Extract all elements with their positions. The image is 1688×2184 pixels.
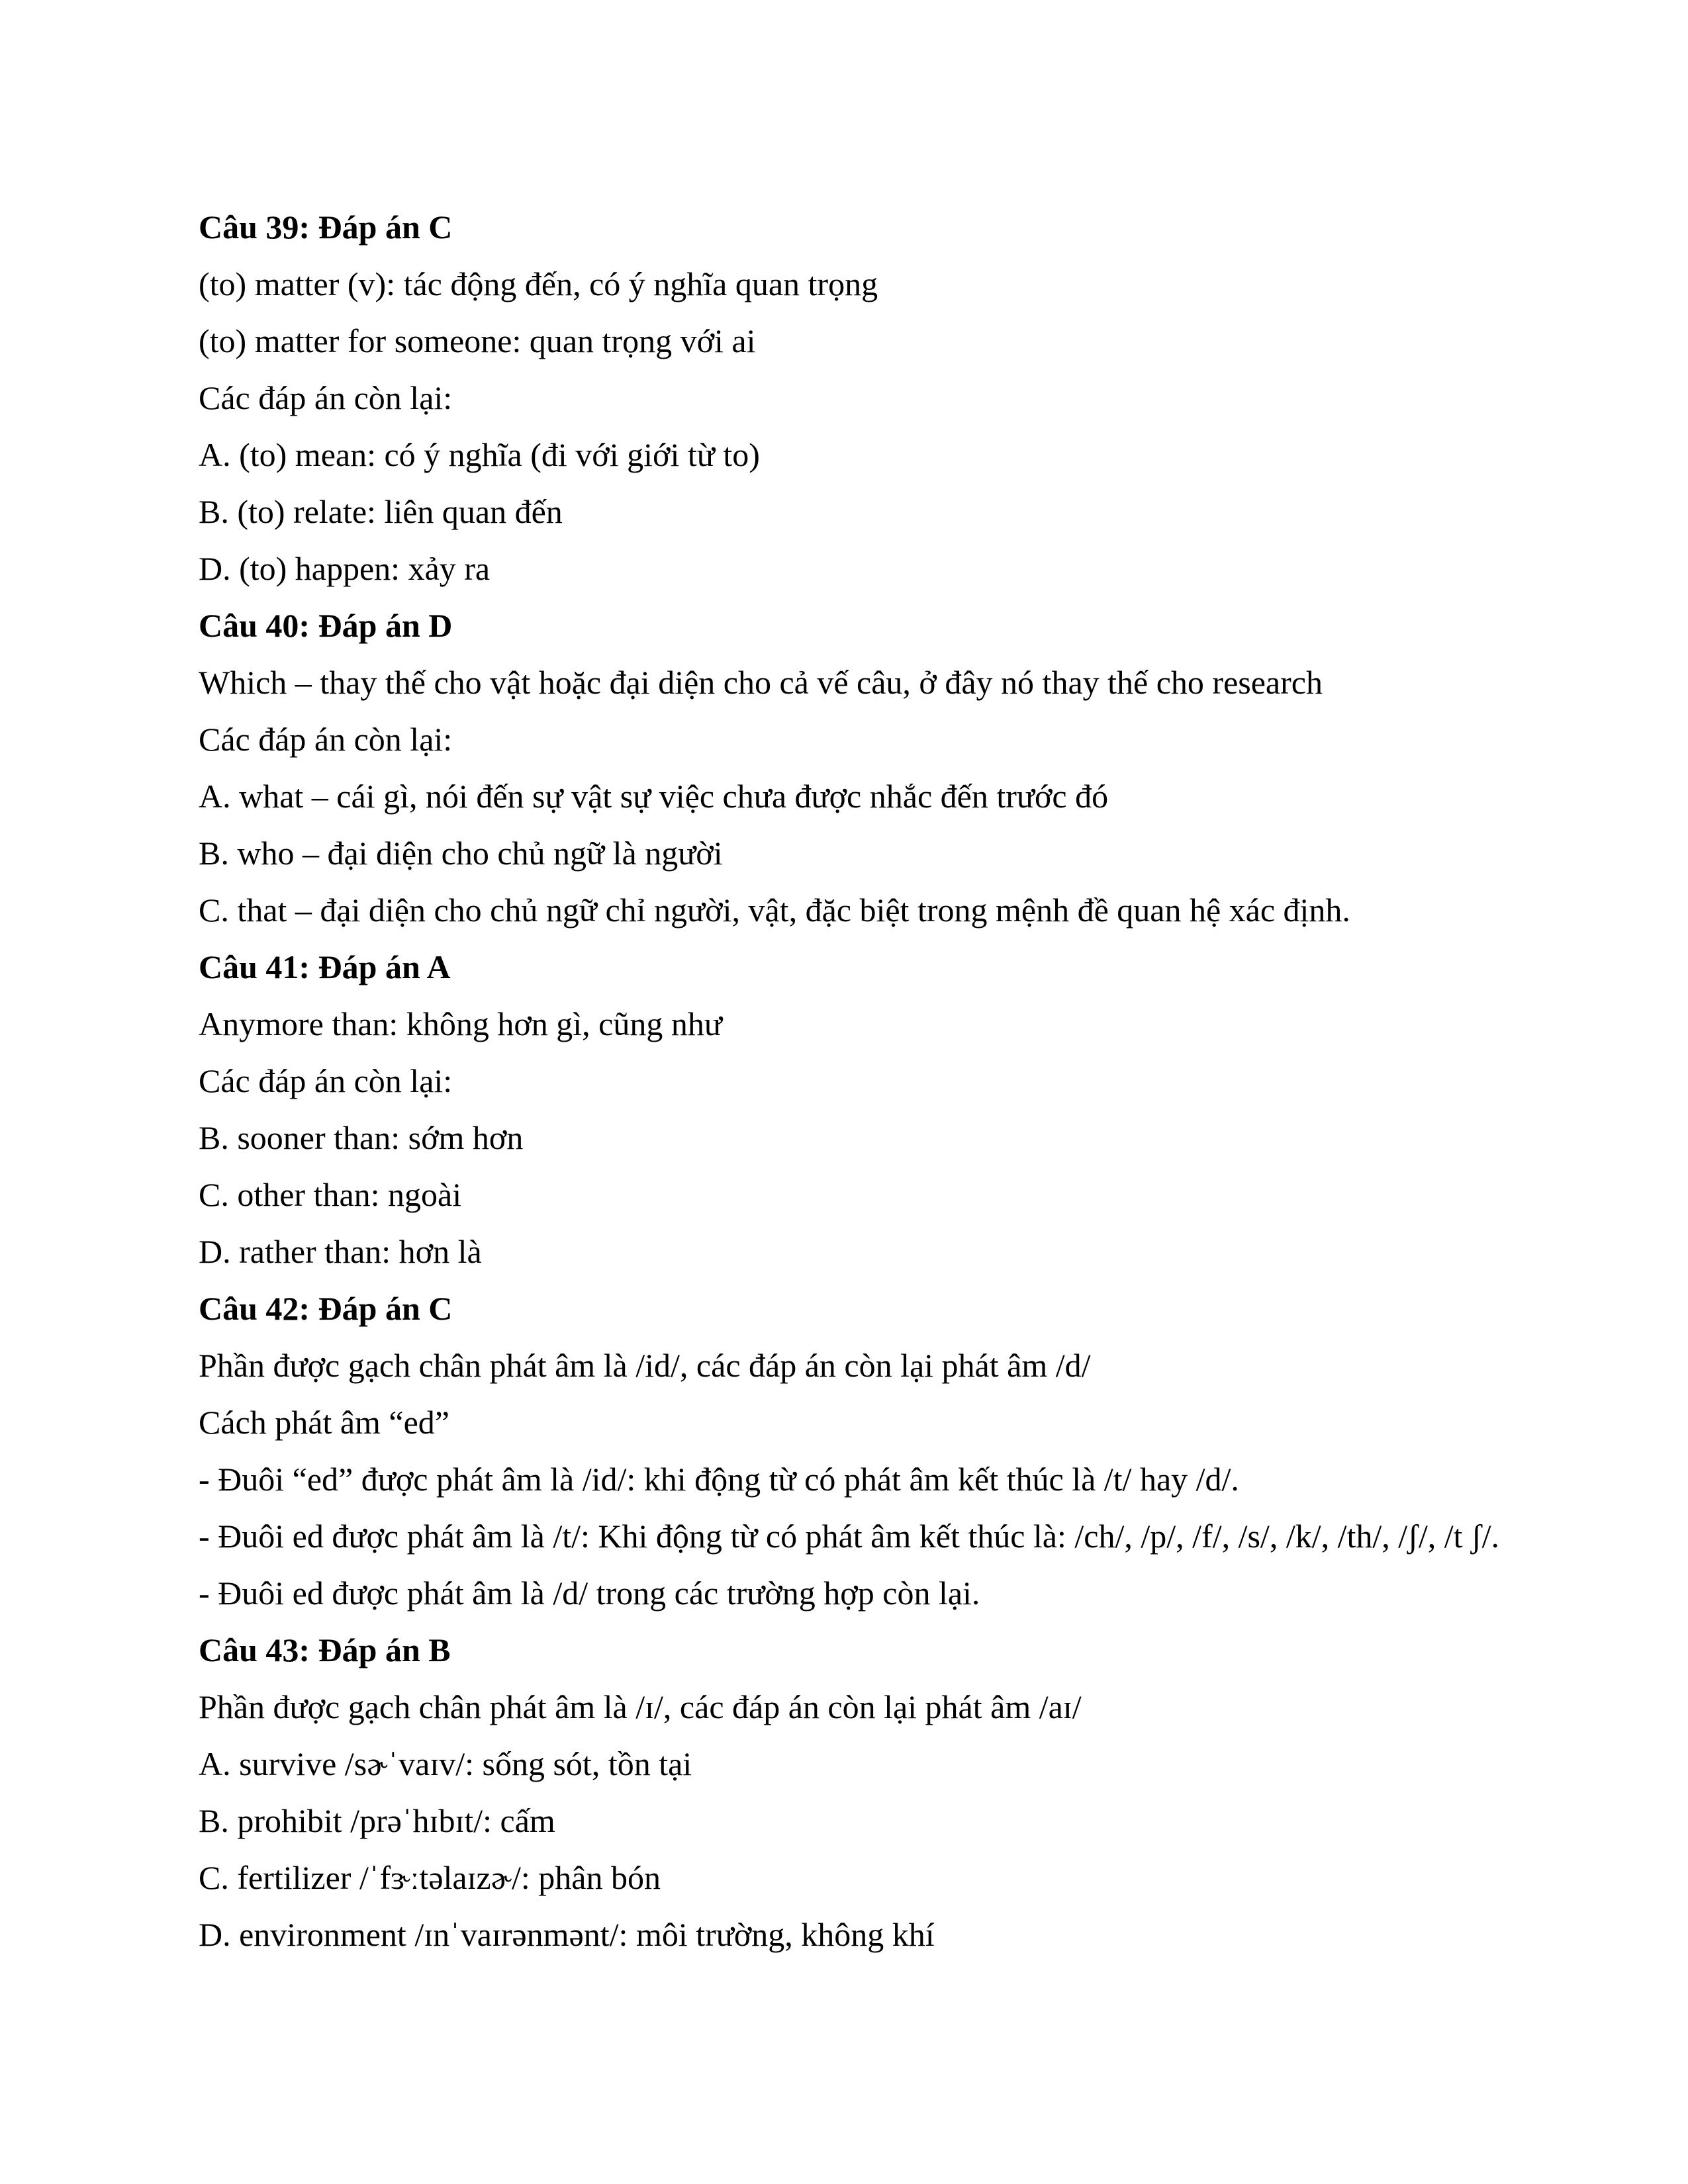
text-line: (to) matter (v): tác động đến, có ý nghĩa quan trọng xyxy=(199,265,878,302)
text-line: B. who – đại diện cho chủ ngữ là người xyxy=(199,835,723,872)
text-line: Các đáp án còn lại: xyxy=(199,721,453,758)
text-line: C. other than: ngoài xyxy=(199,1176,462,1213)
text-line: C. fertilizer /ˈfɝːtəlaɪzɚ/: phân bón xyxy=(199,1859,661,1896)
text-line: B. (to) relate: liên quan đến xyxy=(199,493,563,530)
question-heading: Câu 40: Đáp án D xyxy=(199,607,453,644)
text-line: Anymore than: không hơn gì, cũng như xyxy=(199,1005,722,1042)
text-line: D. rather than: hơn là xyxy=(199,1233,482,1270)
text-line: Phần được gạch chân phát âm là /id/, các đáp án còn lại phát âm /d/ xyxy=(199,1347,1091,1384)
text-line: Phần được gạch chân phát âm là /ɪ/, các đáp án còn lại phát âm /aɪ/ xyxy=(199,1688,1082,1725)
text-line: Các đáp án còn lại: xyxy=(199,1062,453,1099)
text-line: - Đuôi “ed” được phát âm là /id/: khi động từ có phát âm kết thúc là /t/ hay /d/. xyxy=(199,1461,1239,1498)
text-line: (to) matter for someone: quan trọng với ai xyxy=(199,322,756,359)
text-line: B. prohibit /prəˈhɪbɪt/: cấm xyxy=(199,1802,555,1839)
text-line: D. environment /ɪnˈvaɪrənmənt/: môi trường, không khí xyxy=(199,1916,935,1953)
question-heading: Câu 42: Đáp án C xyxy=(199,1290,453,1327)
text-line: A. what – cái gì, nói đến sự vật sự việc chưa được nhắc đến trước đó xyxy=(199,778,1109,815)
document-body xyxy=(199,199,1523,1963)
text-line: - Đuôi ed được phát âm là /t/: Khi động từ có phát âm kết thúc là: /ch/, /p/, /f/, /s/, /k/, /th/, /ʃ/, /t ʃ/. xyxy=(199,1518,1500,1555)
text-line: B. sooner than: sớm hơn xyxy=(199,1119,524,1156)
question-heading: Câu 41: Đáp án A xyxy=(199,948,451,985)
text-line: Which – thay thế cho vật hoặc đại diện cho cả vế câu, ở đây nó thay thế cho research xyxy=(199,664,1323,701)
question-heading: Câu 43: Đáp án B xyxy=(199,1631,451,1668)
text-line: A. survive /sɚˈvaɪv/: sống sót, tồn tại xyxy=(199,1745,692,1782)
question-heading: Câu 39: Đáp án C xyxy=(199,208,453,246)
text-line: - Đuôi ed được phát âm là /d/ trong các trường hợp còn lại. xyxy=(199,1574,980,1612)
text-line: C. that – đại diện cho chủ ngữ chỉ người, vật, đặc biệt trong mệnh đề quan hệ xác định. xyxy=(199,891,1350,929)
text-line: A. (to) mean: có ý nghĩa (đi với giới từ to) xyxy=(199,436,760,473)
text-line: Các đáp án còn lại: xyxy=(199,379,453,416)
text-line: D. (to) happen: xảy ra xyxy=(199,550,491,587)
text-line: Cách phát âm “ed” xyxy=(199,1404,449,1441)
